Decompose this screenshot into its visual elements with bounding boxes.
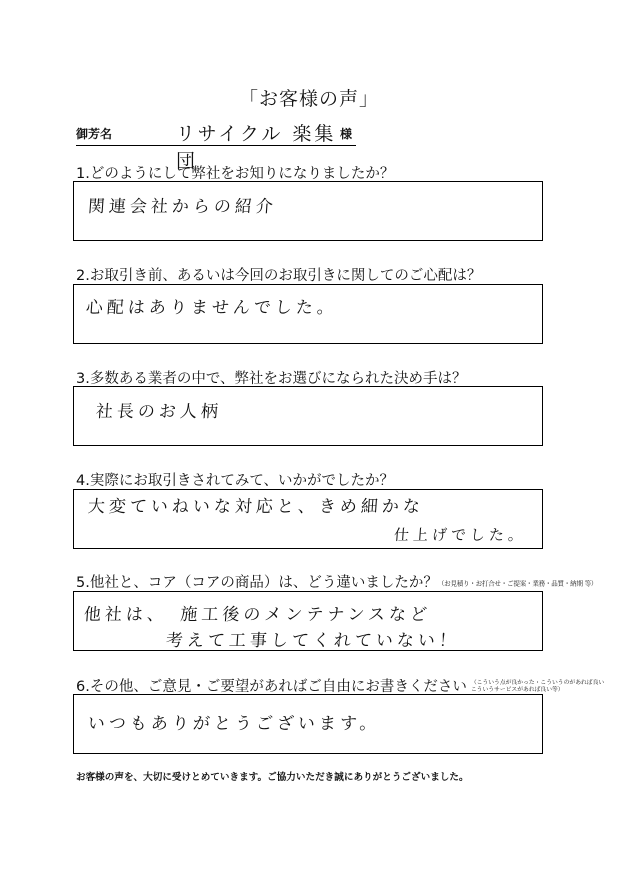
question-6-text: 6.その他、ご意見・ご要望があればご自由にお書きください xyxy=(76,679,467,695)
answer-box-6 xyxy=(73,694,543,754)
answer-box-1 xyxy=(73,181,543,241)
question-5 xyxy=(76,571,597,592)
answer-box-4 xyxy=(73,489,543,549)
answer-4-line-2: 仕上げでした。 xyxy=(393,526,528,544)
footer-message: お客様の声を、大切に受けとめていきます。ご協力いただき誠にありがとうございました。 xyxy=(76,772,469,783)
question-2: 2.お取引き前、あるいは今回のお取引きに関してのご心配は？ xyxy=(76,268,482,284)
customer-label: 御芳名 xyxy=(76,127,113,141)
answer-1: 関連会社からの紹介 xyxy=(87,197,278,217)
answer-5-line-2: 考えて工事してくれていない！ xyxy=(165,631,461,651)
answer-box-3 xyxy=(73,386,543,446)
answer-2: 心配はありませんでした。 xyxy=(85,298,339,318)
question-3: 3.多数ある業者の中で、弊社をお選びになられた決め手は？ xyxy=(76,371,467,387)
answer-box-5 xyxy=(73,591,543,651)
question-4: 4.実際にお取引きされてみて、いかがでしたか？ xyxy=(76,473,395,489)
customer-name: リサイクル 楽集団 xyxy=(176,123,337,172)
customer-name-row xyxy=(76,123,356,172)
question-6-note xyxy=(471,680,604,694)
answer-4-line-1: 大変ていねいな対応と、きめ細かな xyxy=(87,497,425,517)
answer-box-2 xyxy=(73,284,543,344)
answer-6: いつもありがとうございます。 xyxy=(87,714,382,734)
question-5-note: （お見積り・お打合せ・ご提案・業務・品質・納期 等） xyxy=(437,579,598,588)
customer-suffix: 様 xyxy=(340,127,353,141)
question-1: 1.どのようにして弊社をお知りになりましたか？ xyxy=(76,166,395,182)
question-6 xyxy=(76,675,604,696)
form-title: 「お客様の声」 xyxy=(238,88,379,110)
question-6-note-line-1: （こういう点が良かった・こういうのがあれば良い xyxy=(470,680,605,686)
answer-5-line-1: 他社は、 施工後のメンテナンスなど xyxy=(83,605,432,625)
question-6-note-line-2: こういうサービスがあれば良い等） xyxy=(470,687,564,693)
question-5-text: 5.他社と、コア（コアの商品）は、どう違いましたか？ xyxy=(76,575,438,591)
answer-3: 社長のお人柄 xyxy=(95,402,223,422)
